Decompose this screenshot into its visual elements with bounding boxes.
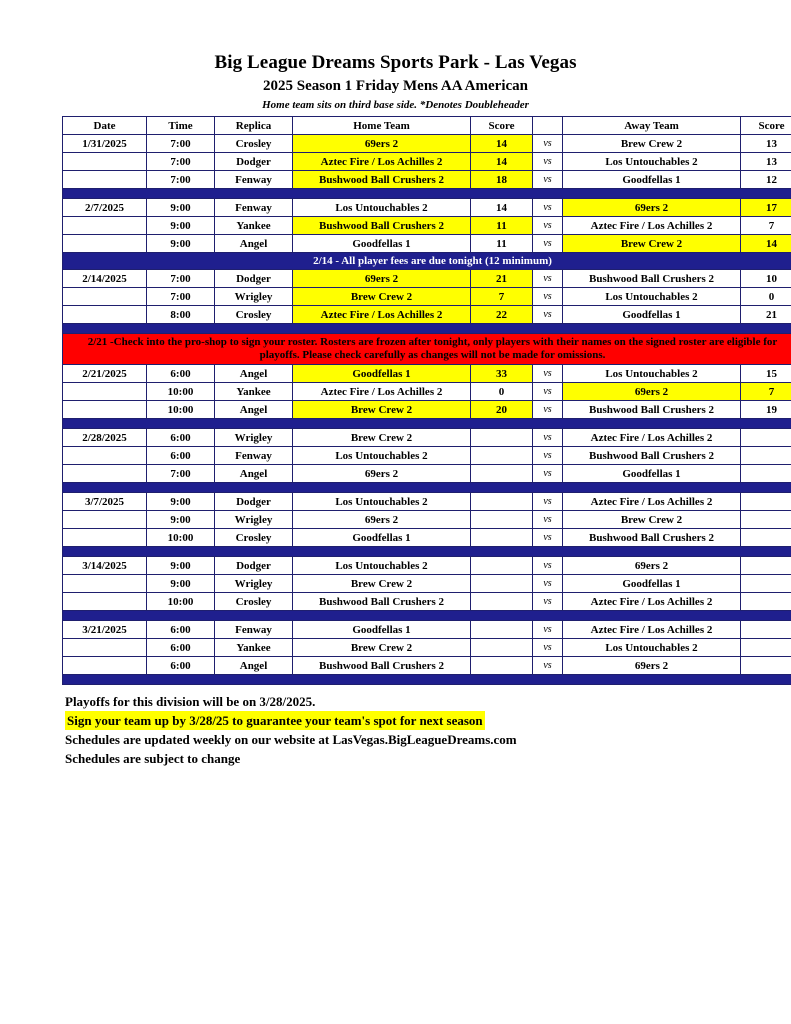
cell-date — [63, 593, 147, 611]
cell-away-score — [741, 447, 791, 465]
cell-date — [63, 171, 147, 189]
cell-vs: vs — [533, 288, 563, 306]
cell-away-score: 7 — [741, 217, 791, 235]
table-header — [63, 117, 791, 135]
cell-away-team: Goodfellas 1 — [563, 465, 741, 483]
cell-vs: vs — [533, 639, 563, 657]
cell-replica: Wrigley — [215, 429, 293, 447]
home-team-note: Home team sits on third base side. *Denotes Doubleheader — [262, 99, 529, 111]
section-divider — [63, 189, 791, 199]
col-vs — [533, 117, 563, 135]
cell-replica: Yankee — [215, 383, 293, 401]
table-header-row — [63, 117, 791, 135]
cell-home-team: Bushwood Ball Crushers 2 — [293, 171, 471, 189]
table-body — [63, 135, 791, 685]
cell-home-score: 14 — [471, 153, 533, 171]
cell-date: 3/14/2025 — [63, 557, 147, 575]
cell-replica: Dodger — [215, 270, 293, 288]
cell-away-team: 69ers 2 — [563, 383, 741, 401]
cell-date — [63, 575, 147, 593]
cell-home-score: 18 — [471, 171, 533, 189]
cell-time: 7:00 — [147, 465, 215, 483]
cell-away-score: 13 — [741, 153, 791, 171]
cell-date — [63, 217, 147, 235]
cell-away-score — [741, 529, 791, 547]
cell-away-score — [741, 429, 791, 447]
cell-home-score: 0 — [471, 383, 533, 401]
cell-home-score: 14 — [471, 199, 533, 217]
col-replica: Replica — [215, 117, 293, 135]
cell-time: 8:00 — [147, 306, 215, 324]
cell-time: 9:00 — [147, 493, 215, 511]
cell-home-team: Goodfellas 1 — [293, 621, 471, 639]
footer-notes — [62, 692, 729, 768]
col-home-score: Score — [471, 117, 533, 135]
cell-time: 10:00 — [147, 401, 215, 419]
cell-date — [63, 401, 147, 419]
cell-away-score: 10 — [741, 270, 791, 288]
cell-home-team: Aztec Fire / Los Achilles 2 — [293, 383, 471, 401]
cell-date — [63, 657, 147, 675]
table-row — [63, 199, 791, 217]
cell-date: 3/21/2025 — [63, 621, 147, 639]
cell-home-team: Brew Crew 2 — [293, 288, 471, 306]
cell-away-team: Aztec Fire / Los Achilles 2 — [563, 217, 741, 235]
cell-away-team: Bushwood Ball Crushers 2 — [563, 401, 741, 419]
page-title: Big League Dreams Sports Park - Las Vegas — [214, 52, 577, 73]
cell-away-team: Aztec Fire / Los Achilles 2 — [563, 621, 741, 639]
cell-vs: vs — [533, 365, 563, 383]
cell-away-score: 19 — [741, 401, 791, 419]
table-row — [63, 639, 791, 657]
cell-replica: Fenway — [215, 199, 293, 217]
cell-home-score — [471, 593, 533, 611]
cell-away-team: Los Untouchables 2 — [563, 639, 741, 657]
cell-home-team: Los Untouchables 2 — [293, 493, 471, 511]
table-row — [63, 657, 791, 675]
cell-away-score: 14 — [741, 235, 791, 253]
table-row — [63, 447, 791, 465]
cell-away-score: 21 — [741, 306, 791, 324]
cell-home-team: 69ers 2 — [293, 465, 471, 483]
cell-away-team: Aztec Fire / Los Achilles 2 — [563, 493, 741, 511]
cell-replica: Wrigley — [215, 511, 293, 529]
cell-away-score: 15 — [741, 365, 791, 383]
section-divider — [63, 611, 791, 621]
table-row — [63, 135, 791, 153]
cell-away-score: 0 — [741, 288, 791, 306]
cell-replica: Fenway — [215, 171, 293, 189]
cell-home-score — [471, 493, 533, 511]
table-row — [63, 217, 791, 235]
cell-away-score — [741, 465, 791, 483]
table-row — [63, 153, 791, 171]
cell-replica: Dodger — [215, 153, 293, 171]
cell-time: 9:00 — [147, 235, 215, 253]
table-row — [63, 365, 791, 383]
cell-vs: vs — [533, 429, 563, 447]
cell-home-score — [471, 529, 533, 547]
cell-away-team: Goodfellas 1 — [563, 306, 741, 324]
cell-time: 9:00 — [147, 217, 215, 235]
cell-replica: Fenway — [215, 447, 293, 465]
cell-home-score — [471, 621, 533, 639]
cell-time: 6:00 — [147, 657, 215, 675]
table-row — [63, 171, 791, 189]
cell-vs: vs — [533, 575, 563, 593]
cell-home-team: Goodfellas 1 — [293, 365, 471, 383]
notice-banner — [63, 253, 791, 270]
cell-date — [63, 465, 147, 483]
cell-time: 7:00 — [147, 153, 215, 171]
table-row — [63, 465, 791, 483]
cell-date: 3/7/2025 — [63, 493, 147, 511]
cell-replica: Dodger — [215, 557, 293, 575]
cell-vs: vs — [533, 401, 563, 419]
cell-time: 6:00 — [147, 447, 215, 465]
cell-vs: vs — [533, 270, 563, 288]
cell-home-team: Brew Crew 2 — [293, 575, 471, 593]
divider-cell — [63, 675, 791, 685]
cell-home-score — [471, 447, 533, 465]
cell-away-team: Los Untouchables 2 — [563, 365, 741, 383]
cell-away-score: 7 — [741, 383, 791, 401]
cell-vs: vs — [533, 557, 563, 575]
footer-playoffs: Playoffs for this division will be on 3/28/2025. — [65, 694, 316, 709]
cell-home-score: 14 — [471, 135, 533, 153]
cell-home-team: Brew Crew 2 — [293, 401, 471, 419]
section-divider — [63, 419, 791, 429]
table-row — [63, 429, 791, 447]
cell-away-team: Los Untouchables 2 — [563, 288, 741, 306]
cell-replica: Wrigley — [215, 575, 293, 593]
table-row — [63, 593, 791, 611]
cell-replica: Wrigley — [215, 288, 293, 306]
cell-vs: vs — [533, 217, 563, 235]
cell-replica: Yankee — [215, 217, 293, 235]
cell-time: 7:00 — [147, 135, 215, 153]
cell-away-score — [741, 557, 791, 575]
cell-vs: vs — [533, 199, 563, 217]
cell-replica: Crosley — [215, 593, 293, 611]
cell-time: 9:00 — [147, 575, 215, 593]
divider-cell — [63, 324, 791, 334]
cell-time: 6:00 — [147, 429, 215, 447]
cell-date: 2/7/2025 — [63, 199, 147, 217]
footer-signup-row — [62, 711, 729, 730]
section-divider — [63, 483, 791, 493]
col-away-team: Away Team — [563, 117, 741, 135]
cell-time: 6:00 — [147, 621, 215, 639]
cell-time: 10:00 — [147, 383, 215, 401]
cell-date — [63, 529, 147, 547]
roster-alert — [63, 334, 791, 365]
cell-vs: vs — [533, 306, 563, 324]
divider-cell — [63, 189, 791, 199]
cell-vs: vs — [533, 593, 563, 611]
cell-away-team: 69ers 2 — [563, 557, 741, 575]
section-divider — [63, 675, 791, 685]
table-row — [63, 401, 791, 419]
cell-time: 10:00 — [147, 593, 215, 611]
table-row — [63, 493, 791, 511]
cell-date — [63, 288, 147, 306]
cell-away-score — [741, 511, 791, 529]
cell-away-team: Goodfellas 1 — [563, 575, 741, 593]
cell-home-score: 33 — [471, 365, 533, 383]
footer-website: Schedules are updated weekly on our website at LasVegas.BigLeagueDreams.com — [65, 732, 517, 747]
cell-date — [63, 639, 147, 657]
cell-vs: vs — [533, 621, 563, 639]
cell-date — [63, 511, 147, 529]
cell-date — [63, 153, 147, 171]
cell-home-score — [471, 657, 533, 675]
cell-away-team: Los Untouchables 2 — [563, 153, 741, 171]
table-row — [63, 575, 791, 593]
cell-away-team: Brew Crew 2 — [563, 135, 741, 153]
cell-home-team: 69ers 2 — [293, 135, 471, 153]
divider-cell — [63, 419, 791, 429]
cell-away-score — [741, 621, 791, 639]
col-time: Time — [147, 117, 215, 135]
cell-home-score: 11 — [471, 217, 533, 235]
cell-home-score: 11 — [471, 235, 533, 253]
cell-replica: Angel — [215, 401, 293, 419]
table-row — [63, 529, 791, 547]
cell-away-team: 69ers 2 — [563, 657, 741, 675]
cell-home-score — [471, 575, 533, 593]
cell-home-score — [471, 639, 533, 657]
cell-home-score: 7 — [471, 288, 533, 306]
cell-replica: Fenway — [215, 621, 293, 639]
divider-cell — [63, 483, 791, 493]
schedule-table — [62, 116, 791, 685]
cell-home-team: Bushwood Ball Crushers 2 — [293, 593, 471, 611]
page-subtitle: 2025 Season 1 Friday Mens AA American — [263, 78, 528, 94]
cell-away-score — [741, 493, 791, 511]
divider-cell — [63, 547, 791, 557]
cell-date — [63, 306, 147, 324]
cell-date: 1/31/2025 — [63, 135, 147, 153]
cell-vs: vs — [533, 529, 563, 547]
cell-time: 9:00 — [147, 511, 215, 529]
cell-away-score: 12 — [741, 171, 791, 189]
section-divider — [63, 324, 791, 334]
cell-home-team: Aztec Fire / Los Achilles 2 — [293, 306, 471, 324]
cell-home-score — [471, 557, 533, 575]
cell-replica: Angel — [215, 235, 293, 253]
cell-time: 10:00 — [147, 529, 215, 547]
cell-vs: vs — [533, 153, 563, 171]
cell-date: 2/28/2025 — [63, 429, 147, 447]
cell-time: 9:00 — [147, 557, 215, 575]
cell-home-score — [471, 465, 533, 483]
cell-date — [63, 447, 147, 465]
cell-home-team: Goodfellas 1 — [293, 529, 471, 547]
cell-vs: vs — [533, 383, 563, 401]
cell-home-team: Los Untouchables 2 — [293, 447, 471, 465]
notice-banner-text: 2/14 - All player fees are due tonight (12 minimum) — [63, 253, 791, 270]
cell-date: 2/21/2025 — [63, 365, 147, 383]
table-row — [63, 270, 791, 288]
table-row — [63, 306, 791, 324]
table-row — [63, 557, 791, 575]
table-row — [63, 621, 791, 639]
cell-replica: Angel — [215, 657, 293, 675]
cell-away-score — [741, 575, 791, 593]
cell-home-score: 22 — [471, 306, 533, 324]
cell-vs: vs — [533, 511, 563, 529]
cell-home-score: 21 — [471, 270, 533, 288]
cell-time: 6:00 — [147, 365, 215, 383]
section-divider — [63, 547, 791, 557]
cell-away-team: Brew Crew 2 — [563, 511, 741, 529]
cell-time: 7:00 — [147, 270, 215, 288]
table-row — [63, 511, 791, 529]
cell-vs: vs — [533, 465, 563, 483]
cell-home-team: Bushwood Ball Crushers 2 — [293, 657, 471, 675]
cell-home-team: Brew Crew 2 — [293, 429, 471, 447]
cell-away-score: 17 — [741, 199, 791, 217]
cell-date — [63, 383, 147, 401]
cell-time: 6:00 — [147, 639, 215, 657]
cell-home-score — [471, 429, 533, 447]
cell-date — [63, 235, 147, 253]
cell-home-team: Los Untouchables 2 — [293, 199, 471, 217]
cell-home-team: Bushwood Ball Crushers 2 — [293, 217, 471, 235]
cell-home-team: Goodfellas 1 — [293, 235, 471, 253]
cell-replica: Dodger — [215, 493, 293, 511]
cell-home-score — [471, 511, 533, 529]
cell-away-team: Brew Crew 2 — [563, 235, 741, 253]
col-away-score: Score — [741, 117, 791, 135]
cell-time: 9:00 — [147, 199, 215, 217]
cell-vs: vs — [533, 171, 563, 189]
footer-signup: Sign your team up by 3/28/25 to guarantee your team's spot for next season — [67, 713, 483, 728]
divider-cell — [63, 611, 791, 621]
cell-home-team: Los Untouchables 2 — [293, 557, 471, 575]
cell-time: 7:00 — [147, 288, 215, 306]
cell-home-score: 20 — [471, 401, 533, 419]
cell-vs: vs — [533, 493, 563, 511]
cell-away-team: Bushwood Ball Crushers 2 — [563, 270, 741, 288]
cell-replica: Crosley — [215, 529, 293, 547]
cell-replica: Angel — [215, 465, 293, 483]
cell-time: 7:00 — [147, 171, 215, 189]
footer-disclaimer: Schedules are subject to change — [65, 751, 241, 766]
table-row — [63, 383, 791, 401]
cell-away-team: Bushwood Ball Crushers 2 — [563, 529, 741, 547]
cell-home-team: Brew Crew 2 — [293, 639, 471, 657]
cell-home-team: Aztec Fire / Los Achilles 2 — [293, 153, 471, 171]
cell-vs: vs — [533, 447, 563, 465]
cell-home-team: 69ers 2 — [293, 270, 471, 288]
cell-away-team: Aztec Fire / Los Achilles 2 — [563, 429, 741, 447]
table-row — [63, 235, 791, 253]
cell-vs: vs — [533, 135, 563, 153]
cell-replica: Angel — [215, 365, 293, 383]
cell-away-score: 13 — [741, 135, 791, 153]
cell-vs: vs — [533, 657, 563, 675]
col-home-team: Home Team — [293, 117, 471, 135]
roster-alert-text: 2/21 -Check into the pro-shop to sign your roster. Rosters are frozen after tonight, only players with their names on the signed roster are eligible for playoffs. Please check carefully as changes will not be made for omissions. — [63, 334, 791, 365]
cell-replica: Crosley — [215, 135, 293, 153]
cell-away-score — [741, 593, 791, 611]
cell-vs: vs — [533, 235, 563, 253]
cell-replica: Crosley — [215, 306, 293, 324]
cell-date: 2/14/2025 — [63, 270, 147, 288]
cell-away-score — [741, 657, 791, 675]
cell-replica: Yankee — [215, 639, 293, 657]
cell-home-team: 69ers 2 — [293, 511, 471, 529]
cell-away-team: Bushwood Ball Crushers 2 — [563, 447, 741, 465]
cell-away-team: 69ers 2 — [563, 199, 741, 217]
col-date: Date — [63, 117, 147, 135]
cell-away-team: Aztec Fire / Los Achilles 2 — [563, 593, 741, 611]
cell-away-score — [741, 639, 791, 657]
table-row — [63, 288, 791, 306]
cell-away-team: Goodfellas 1 — [563, 171, 741, 189]
